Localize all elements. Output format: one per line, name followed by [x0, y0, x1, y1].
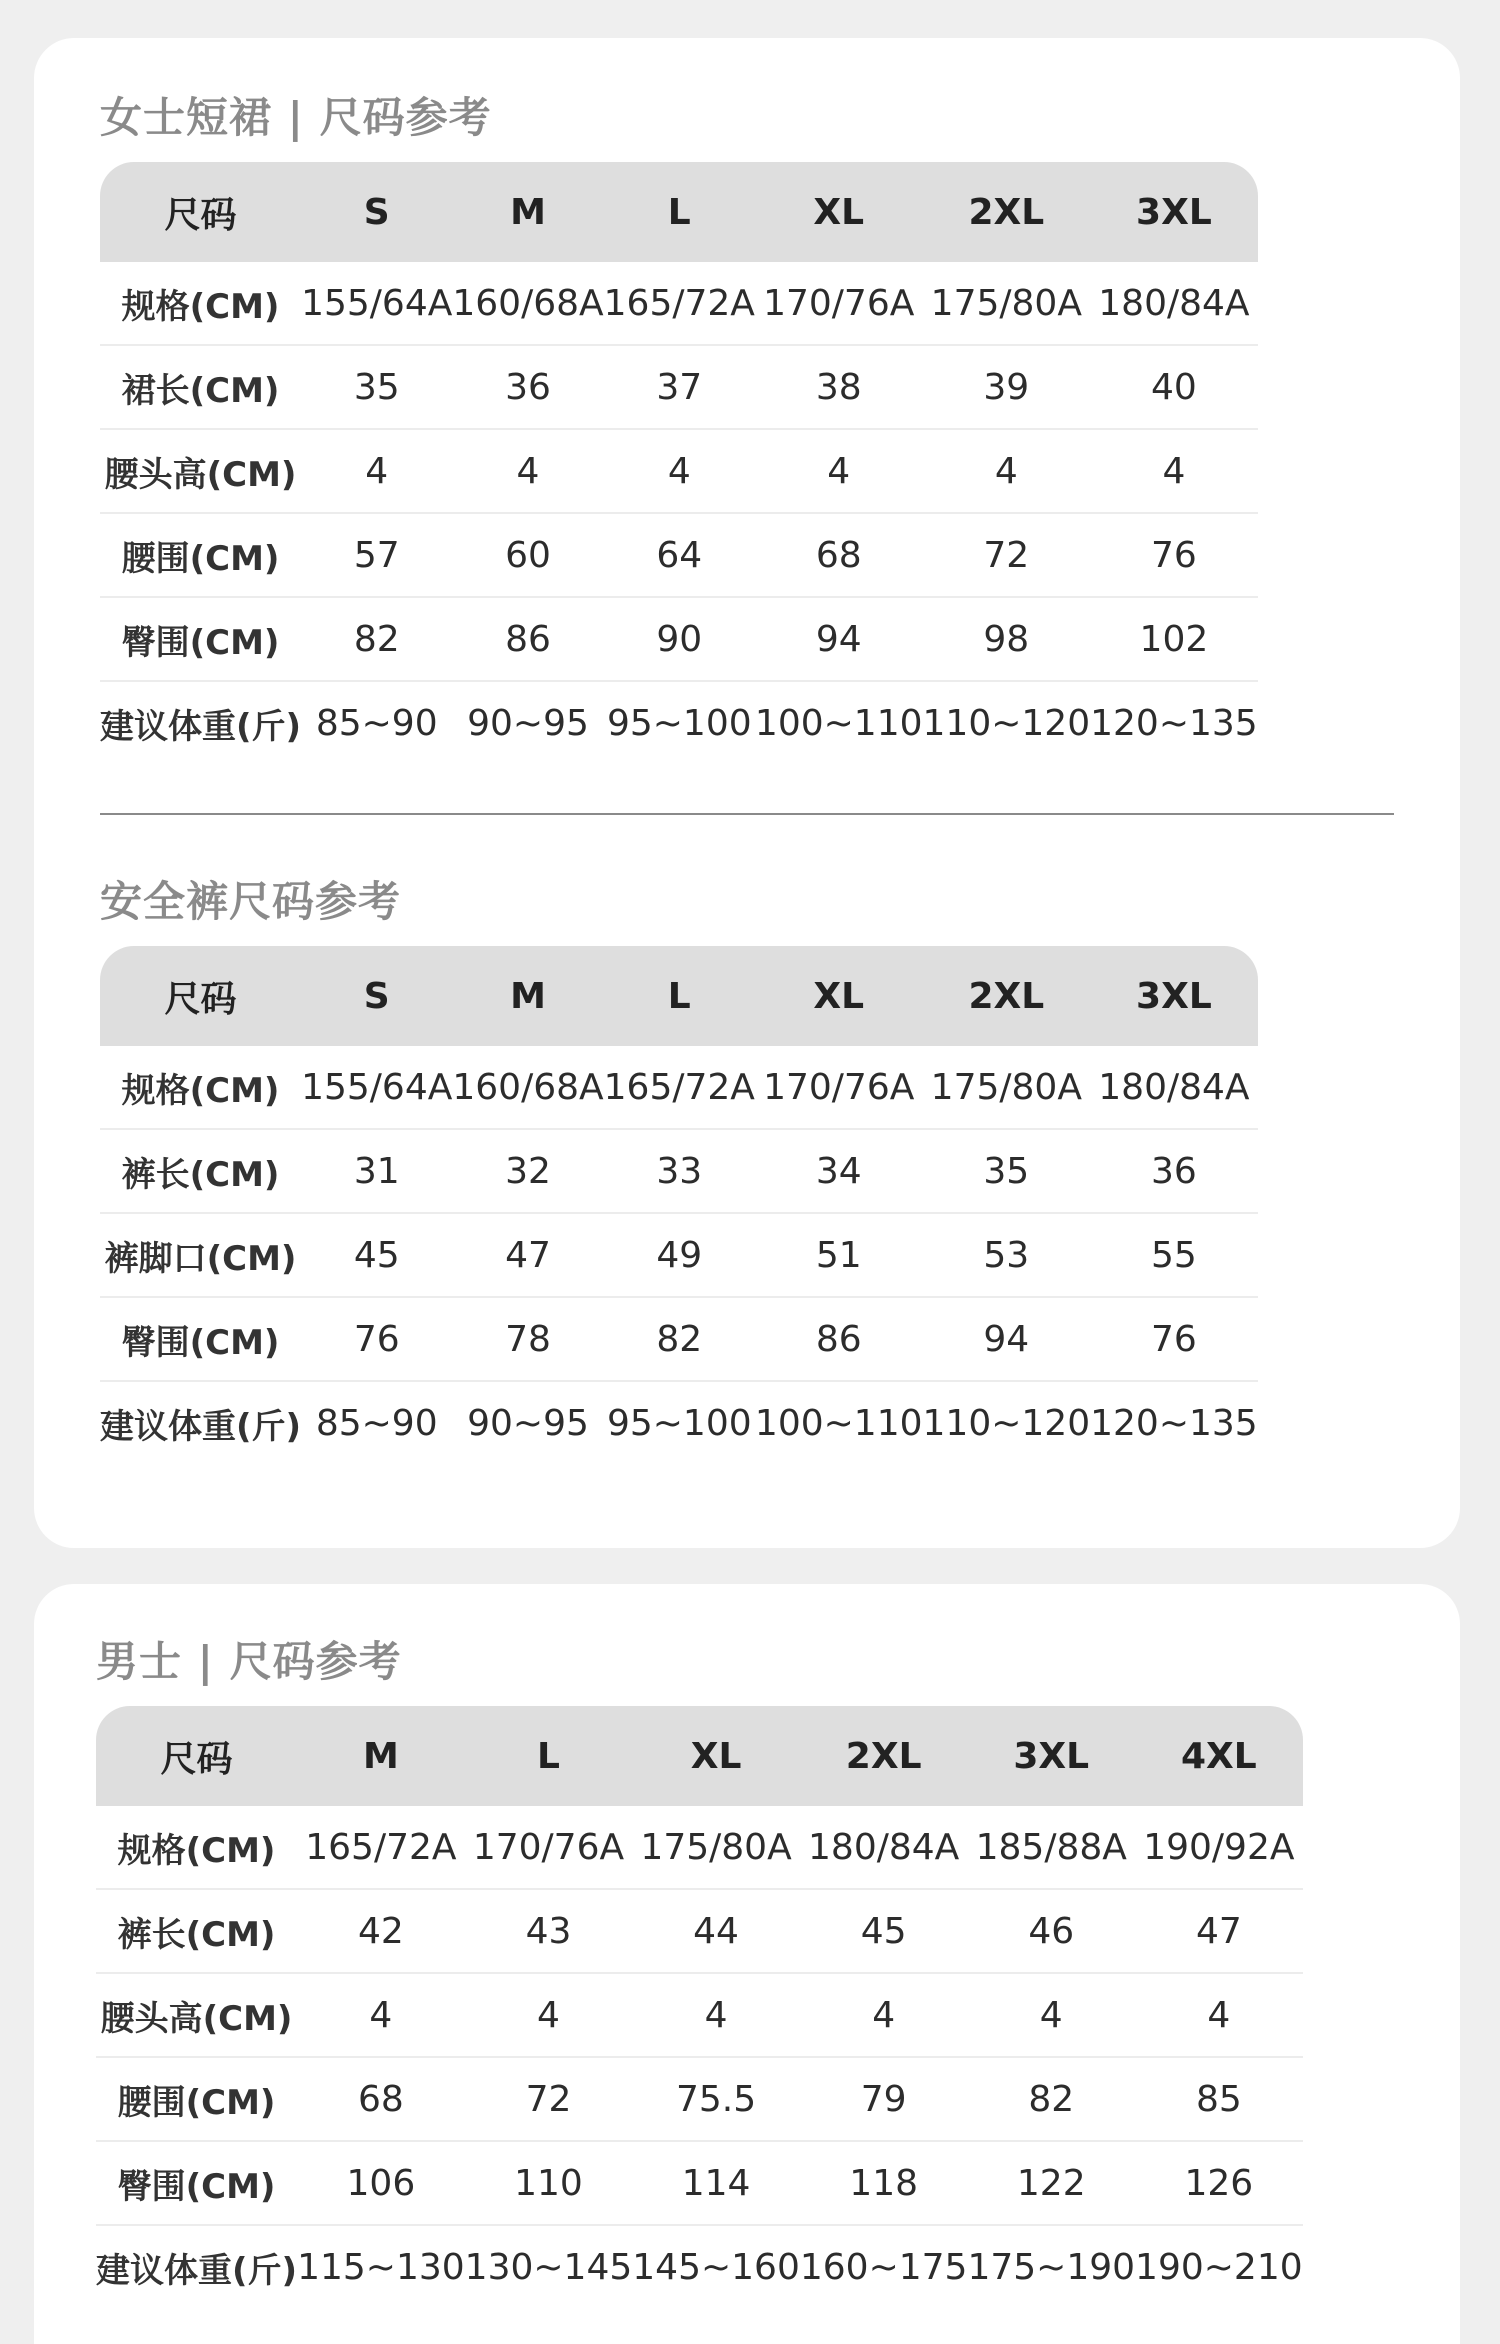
table-cell: 95~100	[606, 1402, 752, 1444]
table-cell: 145~160	[632, 2246, 800, 2288]
table-cell: 4	[604, 429, 755, 513]
table-cell: 175/80A	[923, 1046, 1091, 1129]
row-label: 规格(CM)	[100, 1046, 301, 1129]
table-cell: 4	[967, 1973, 1135, 2057]
size-table	[100, 946, 1258, 1464]
table-cell: 94	[923, 1297, 1091, 1381]
table-cell: 180/84A	[1090, 262, 1258, 345]
table-cell: 95~100	[606, 702, 752, 744]
table-cell: 160/68A	[452, 1046, 603, 1129]
table-cell: 86	[452, 597, 603, 681]
table-cell: 4	[297, 1973, 465, 2057]
header-size-label: 尺码	[100, 162, 301, 262]
table-cell: 82	[301, 597, 452, 681]
table-cell: 37	[604, 345, 755, 429]
table-cell: 53	[923, 1213, 1091, 1297]
table-cell: 60	[452, 513, 603, 597]
table-cell: 165/72A	[604, 262, 755, 345]
table-cell: 190~210	[1135, 2246, 1303, 2288]
table-cell: 76	[301, 1297, 452, 1381]
table-row	[100, 1213, 1258, 1297]
table-cell: 4	[465, 1973, 633, 2057]
header-size-cell: XL	[755, 946, 923, 1046]
table-cell: 115~130	[297, 2246, 465, 2288]
table-cell: 82	[967, 2057, 1135, 2141]
row-label: 裤长(CM)	[100, 1129, 301, 1213]
table-cell: 72	[465, 2057, 633, 2141]
table-cell: 55	[1090, 1213, 1258, 1297]
table-cell: 170/76A	[465, 1806, 633, 1889]
table-cell: 36	[452, 345, 603, 429]
header-size-label: 尺码	[100, 946, 301, 1046]
table-cell: 165/72A	[297, 1806, 465, 1889]
table-row	[96, 2141, 1303, 2225]
header-size-cell: M	[452, 946, 603, 1046]
table-header-row	[100, 162, 1258, 262]
row-label: 裤长(CM)	[96, 1889, 297, 1973]
table-cell: 185/88A	[967, 1806, 1135, 1889]
table-cell: 44	[632, 1889, 800, 1973]
row-label: 腰头高(CM)	[100, 429, 301, 513]
header-size-cell: 3XL	[1090, 946, 1258, 1046]
table-row	[96, 1889, 1303, 1973]
table-cell: 170/76A	[755, 1046, 923, 1129]
table-cell: 39	[923, 345, 1091, 429]
table-cell: 68	[755, 513, 923, 597]
table-row	[100, 1046, 1258, 1129]
header-size-cell: M	[452, 162, 603, 262]
table-row	[100, 1297, 1258, 1381]
row-label: 裙长(CM)	[100, 345, 301, 429]
table-cell: 75.5	[632, 2057, 800, 2141]
table-cell: 76	[1090, 1297, 1258, 1381]
table-cell: 98	[923, 597, 1091, 681]
table-cell: 45	[800, 1889, 968, 1973]
table-cell: 160/68A	[452, 262, 603, 345]
table-row	[100, 1381, 1258, 1464]
table-cell: 4	[755, 429, 923, 513]
table-row	[100, 1129, 1258, 1213]
table-cell: 190/92A	[1135, 1806, 1303, 1889]
table-cell: 100~110	[754, 702, 923, 744]
row-label: 规格(CM)	[100, 262, 301, 345]
header-size-cell: 3XL	[1090, 162, 1258, 262]
size-table	[100, 162, 1258, 764]
header-size-cell: 2XL	[923, 946, 1091, 1046]
table-cell: 110	[465, 2141, 633, 2225]
table-cell: 90~95	[467, 702, 589, 744]
table-header-row	[96, 1706, 1303, 1806]
row-label: 臀围(CM)	[100, 1297, 301, 1381]
table-cell: 36	[1090, 1129, 1258, 1213]
table-cell: 4	[452, 429, 603, 513]
table-row	[100, 513, 1258, 597]
section-title: 安全裤尺码参考	[100, 877, 402, 926]
table-cell: 35	[301, 345, 452, 429]
row-label: 建议体重(斤)	[96, 2250, 298, 2291]
row-label: 腰围(CM)	[100, 513, 301, 597]
header-size-cell: L	[465, 1706, 633, 1806]
header-size-cell: 2XL	[923, 162, 1091, 262]
table-cell: 76	[1090, 513, 1258, 597]
section-title: 男士 | 尺码参考	[96, 1637, 402, 1686]
header-size-cell: L	[604, 946, 755, 1046]
table-cell: 57	[301, 513, 452, 597]
header-size-cell: 2XL	[800, 1706, 968, 1806]
table-cell: 110~120	[922, 702, 1091, 744]
table-cell: 68	[297, 2057, 465, 2141]
table-cell: 155/64A	[301, 1046, 452, 1129]
header-size-cell: 4XL	[1135, 1706, 1303, 1806]
table-cell: 4	[632, 1973, 800, 2057]
table-cell: 49	[604, 1213, 755, 1297]
table-cell: 170/76A	[755, 262, 923, 345]
row-label: 臀围(CM)	[96, 2141, 297, 2225]
table-cell: 78	[452, 1297, 603, 1381]
table-row	[100, 429, 1258, 513]
table-cell: 4	[800, 1973, 968, 2057]
row-label: 规格(CM)	[96, 1806, 297, 1889]
header-size-cell: 3XL	[967, 1706, 1135, 1806]
table-cell: 79	[800, 2057, 968, 2141]
table-cell: 118	[800, 2141, 968, 2225]
header-size-cell: S	[301, 162, 452, 262]
table-cell: 4	[1135, 1973, 1303, 2057]
table-cell: 51	[755, 1213, 923, 1297]
table-cell: 42	[297, 1889, 465, 1973]
table-header-row	[100, 946, 1258, 1046]
table-row	[96, 1973, 1303, 2057]
table-cell: 180/84A	[1090, 1046, 1258, 1129]
table-cell: 47	[1135, 1889, 1303, 1973]
table-cell: 72	[923, 513, 1091, 597]
table-cell: 155/64A	[301, 262, 452, 345]
table-cell: 160~175	[799, 2246, 968, 2288]
row-label: 裤脚口(CM)	[100, 1213, 301, 1297]
row-label: 建议体重(斤)	[100, 706, 302, 747]
table-cell: 47	[452, 1213, 603, 1297]
table-cell: 85	[1135, 2057, 1303, 2141]
table-cell: 106	[297, 2141, 465, 2225]
row-label: 建议体重(斤)	[100, 1406, 302, 1447]
table-cell: 165/72A	[604, 1046, 755, 1129]
table-cell: 90~95	[467, 1402, 589, 1444]
header-size-cell: XL	[632, 1706, 800, 1806]
table-cell: 86	[755, 1297, 923, 1381]
table-cell: 122	[967, 2141, 1135, 2225]
table-row	[100, 681, 1258, 764]
table-cell: 85~90	[315, 702, 438, 744]
table-cell: 45	[301, 1213, 452, 1297]
table-cell: 4	[301, 429, 452, 513]
table-cell: 120~135	[1090, 702, 1258, 744]
table-cell: 100~110	[754, 1402, 923, 1444]
table-row	[100, 262, 1258, 345]
section-title: 女士短裙 | 尺码参考	[100, 93, 492, 142]
table-cell: 102	[1090, 597, 1258, 681]
table-cell: 85~90	[315, 1402, 438, 1444]
card-men	[34, 1584, 1460, 2344]
table-cell: 175/80A	[923, 262, 1091, 345]
table-cell: 180/84A	[800, 1806, 968, 1889]
table-cell: 40	[1090, 345, 1258, 429]
header-size-cell: L	[604, 162, 755, 262]
size-table	[96, 1706, 1303, 2308]
table-cell: 64	[604, 513, 755, 597]
table-row	[96, 2225, 1303, 2308]
row-label: 臀围(CM)	[100, 597, 301, 681]
header-size-cell: S	[301, 946, 452, 1046]
table-cell: 175/80A	[632, 1806, 800, 1889]
card-women	[34, 38, 1460, 1548]
table-cell: 94	[755, 597, 923, 681]
table-cell: 46	[967, 1889, 1135, 1973]
row-label: 腰头高(CM)	[96, 1973, 297, 2057]
table-cell: 126	[1135, 2141, 1303, 2225]
table-row	[100, 345, 1258, 429]
table-cell: 38	[755, 345, 923, 429]
table-cell: 33	[604, 1129, 755, 1213]
table-cell: 4	[923, 429, 1091, 513]
table-cell: 43	[465, 1889, 633, 1973]
table-row	[96, 2057, 1303, 2141]
table-cell: 82	[604, 1297, 755, 1381]
table-cell: 31	[301, 1129, 452, 1213]
table-cell: 120~135	[1090, 1402, 1258, 1444]
table-cell: 35	[923, 1129, 1091, 1213]
table-row	[96, 1806, 1303, 1889]
table-cell: 110~120	[922, 1402, 1091, 1444]
table-cell: 32	[452, 1129, 603, 1213]
table-cell: 175~190	[967, 2246, 1136, 2288]
header-size-label: 尺码	[96, 1706, 297, 1806]
table-cell: 130~145	[464, 2246, 633, 2288]
table-cell: 34	[755, 1129, 923, 1213]
table-row	[100, 597, 1258, 681]
table-cell: 4	[1090, 429, 1258, 513]
table-cell: 90	[604, 597, 755, 681]
header-size-cell: M	[297, 1706, 465, 1806]
header-size-cell: XL	[755, 162, 923, 262]
row-label: 腰围(CM)	[96, 2057, 297, 2141]
section-divider	[100, 813, 1394, 815]
table-cell: 114	[632, 2141, 800, 2225]
